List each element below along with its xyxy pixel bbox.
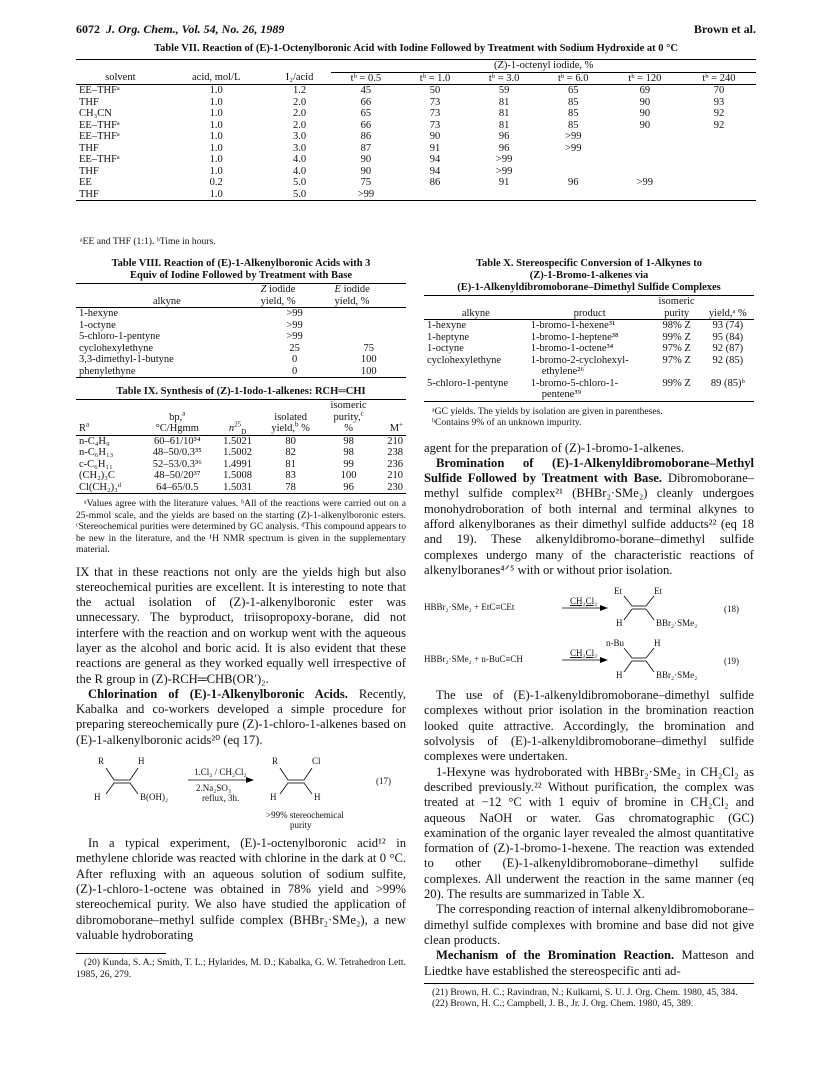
table7-cell: >99 bbox=[495, 165, 513, 177]
table7-cell bbox=[608, 143, 682, 155]
table9-row bbox=[76, 447, 406, 459]
table7-cell bbox=[608, 131, 682, 143]
table7-cell: 45 bbox=[360, 85, 372, 96]
table7-cell: EE–THFᵃ bbox=[79, 131, 120, 142]
chlorination-heading: Chlorination of (E)-1-Alkenylboronic Acids. bbox=[88, 686, 348, 701]
table7-cell: 1.0 bbox=[209, 85, 223, 96]
table7-cell: 91 bbox=[429, 142, 441, 154]
table10-cell: 1-bromo-2-cyclohexyl- bbox=[530, 354, 629, 366]
table7-col-header: tᵇ = 3.0 bbox=[488, 72, 520, 84]
table7-cell: 73 bbox=[429, 96, 441, 108]
table8-cell: 3,3-dimethyl-1-butyne bbox=[79, 354, 174, 365]
table7-cell: 4.0 bbox=[293, 165, 307, 177]
table7-cell bbox=[539, 154, 608, 166]
table10-cell: pentene³⁹ bbox=[541, 389, 582, 400]
table7-cell: 3.0 bbox=[293, 131, 307, 142]
table9-cell: c-C₆H₁₁ bbox=[79, 458, 113, 470]
table10-cell: 5-chloro-1-pentyne bbox=[427, 377, 509, 389]
table7-cell: THF bbox=[79, 96, 99, 108]
table7-cell: 87 bbox=[360, 142, 372, 154]
table9-body bbox=[76, 435, 406, 493]
table7-cell bbox=[539, 166, 608, 178]
table9-cell: 82 bbox=[285, 447, 296, 458]
table8-cell: 25 bbox=[289, 342, 300, 354]
table10-cell: 99% Z bbox=[662, 377, 691, 389]
table8-row bbox=[76, 343, 406, 355]
table7-cell: 5.0 bbox=[293, 188, 307, 200]
table7-row bbox=[76, 131, 756, 143]
table7-cell: 0.2 bbox=[209, 177, 223, 188]
table7-cell bbox=[682, 154, 756, 166]
table7-cell: 81 bbox=[498, 108, 510, 119]
bromination-heading: Bromination of (E)-1-Alkenyldibromoborane–Methyl Sulfide Followed by Treatment with Base. bbox=[424, 455, 754, 486]
table7-cell: 1.0 bbox=[209, 131, 223, 142]
table8-cell: 75 bbox=[363, 342, 375, 354]
table9-cell: 1.5021 bbox=[223, 435, 252, 447]
table10-cell: 99% Z bbox=[662, 331, 691, 343]
table9-cell: 48–50/0.3³⁵ bbox=[152, 447, 202, 458]
ref-20: (20) Kunda, S. A.; Smith, T. L.; Hylarides, M. D.; Kabalka, G. W. Tetrahedron Lett. 1985, 26, 279. bbox=[76, 957, 406, 980]
table10-row bbox=[424, 332, 754, 344]
table7-cell: 91 bbox=[498, 177, 510, 188]
table10-cell bbox=[702, 389, 754, 401]
table10-cell: 1-heptyne bbox=[427, 331, 469, 343]
table7-row bbox=[76, 85, 756, 97]
table8-cell bbox=[332, 331, 406, 343]
table10-cell: 1-hexyne bbox=[427, 320, 467, 331]
table9-cell: 81 bbox=[285, 458, 296, 470]
eq17-number: (17) bbox=[376, 776, 391, 787]
table9-row bbox=[76, 470, 406, 482]
table9-cell: 52–53/0.3³⁶ bbox=[152, 458, 202, 470]
table7-cell: 1.0 bbox=[209, 165, 223, 177]
table8-cell bbox=[332, 308, 406, 320]
table7-cell bbox=[682, 189, 756, 201]
table10-cell: 93 (74) bbox=[712, 320, 744, 331]
ref-21: (21) Brown, H. C.; Ravindran, N.; Kulkarni, S. U. J. Org. Chem. 1980, 45, 384. bbox=[432, 986, 738, 998]
table7-row bbox=[76, 108, 756, 120]
table7-cell: THF bbox=[79, 188, 99, 200]
table7-cell: EE–THFᵃ bbox=[79, 154, 120, 165]
table10-cell: 95 (84) bbox=[712, 331, 744, 343]
table7-cell: 70 bbox=[713, 85, 725, 96]
table7-cell: >99 bbox=[357, 188, 375, 200]
equation-17: R H H B(OH)₂ 1.Cl₂ / CH₂Cl₂ 2.Na₂SO₃ reflux, 3h. R Cl H H >99% stereochemical purity (17) bbox=[76, 752, 406, 836]
table9-cell: 1.4991 bbox=[223, 458, 252, 470]
table10-cell bbox=[424, 366, 528, 378]
table7-cell: >99 bbox=[565, 131, 582, 142]
table7-cell: 69 bbox=[639, 85, 651, 96]
table9-cell: 1.5002 bbox=[223, 447, 252, 458]
table7-cell: 5.0 bbox=[293, 177, 307, 188]
right-para-6: Mechanism of the Bromination Reaction. Matteson and Liedtke have established the stereospecific anti ad- bbox=[424, 948, 754, 978]
table7-cell: 1.0 bbox=[209, 188, 223, 200]
table7-cell: 1.2 bbox=[293, 85, 307, 96]
table9-footnote: ᵃValues agree with the literature values. ᵇAll of the reactions were carried out on a 25-mmol scale, and the yields are based on the starting (Z)-1-alkenylboronic esters. ᶜStereochemical purities were determined by GC analysis. ᵈThis compound appears to be new in the literature, and the ¹H NMR spectrum is given in the supplementary material. bbox=[76, 498, 406, 555]
equations-18-19: HBBr₂·SMe₂ + EtC≡CEt CH₂Cl₂ Et Et H BBr₂·SMe₂ (18) HBBr₂·SMe₂ + n-BuC≡CH CH₂Cl₂ n-Bu H H BBr₂·SMe₂ (19) bbox=[424, 584, 754, 688]
table10-cell: 1-bromo-1-heptene³⁸ bbox=[530, 331, 619, 343]
table8: Z iodide E iodide alkyne yield, % yield, % 1-hexyne >99 1-octyne >99 5-chloro-1-pentyne >99 cyclohexylethyne 25 75 3,3-dimethyl-1-butyne 0 100 phenylethyne 0 100 bbox=[76, 283, 406, 377]
table9-cell: 210 bbox=[387, 470, 403, 481]
table7-cell: 2.0 bbox=[293, 119, 307, 131]
table8-body bbox=[76, 308, 406, 378]
table7-cell: 96 bbox=[498, 142, 510, 154]
table7-cell: 4.0 bbox=[293, 154, 307, 165]
table10-row bbox=[424, 389, 754, 401]
table7-cell: 75 bbox=[360, 177, 372, 188]
table10-footnote-b: ᵇContains 9% of an unknown impurity. bbox=[432, 417, 582, 428]
left-para-1: IX that in these reactions not only are the yields high but also stereochemical purities are excellent. It is interesting to note that the actual isolation of (Z)-1-alkenylboronic ester was unnecessary. The byproduct, triisopropoxy-borane, did not interfere with the reaction and on workup went with the aqueous layer as the alcohol and boric acid. It is also evident that these reactions are general as they worked equally well irrespective of the R group in (Z)-RCH═CHB(OR′)₂. bbox=[76, 564, 406, 686]
table8-cell: cyclohexylethyne bbox=[79, 342, 154, 354]
table9-cell: 1.5031 bbox=[223, 481, 252, 493]
table7-cell: 2.0 bbox=[293, 108, 307, 119]
table8-row bbox=[76, 331, 406, 343]
table7-cell: 1.0 bbox=[209, 119, 223, 131]
table10-row bbox=[424, 320, 754, 332]
table10-cell: 89 (85)ᵇ bbox=[710, 377, 745, 389]
table7-cell: >99 bbox=[495, 154, 513, 165]
table7-cell: >99 bbox=[565, 142, 582, 154]
table7-cell: EE–THFᵃ bbox=[79, 119, 120, 131]
table9-cell: 98 bbox=[343, 435, 354, 447]
table7-cell: 1.0 bbox=[209, 154, 223, 165]
table7-cell: 85 bbox=[567, 96, 579, 108]
table7-row bbox=[76, 120, 756, 132]
table10-cell: ethylene²⁶ bbox=[541, 366, 585, 377]
table7-cell: 90 bbox=[639, 96, 651, 108]
table10-cell bbox=[652, 389, 702, 401]
table7-cell: 85 bbox=[567, 108, 579, 119]
table7-cell: 90 bbox=[360, 154, 372, 165]
table7-cell bbox=[682, 131, 756, 143]
table10-cell: 97% Z bbox=[662, 343, 691, 354]
table7-row bbox=[76, 97, 756, 109]
table9-cell: 60–61/10³⁴ bbox=[154, 435, 201, 447]
header-journal: 6072 J. Org. Chem., Vol. 54, No. 26, 1989 bbox=[76, 22, 285, 36]
table8-cell: 1-hexyne bbox=[79, 308, 119, 319]
table7-col-header: I₂/acid bbox=[285, 72, 314, 84]
table10-cell: 1-bromo-1-hexene³¹ bbox=[530, 320, 616, 331]
table7-caption: Table VII. Reaction of (E)-1-Octenylboronic Acid with Iodine Followed by Treatment with Sodium Hydroxide at 0 °C bbox=[154, 43, 678, 54]
table10-cell: 1-bromo-5-chloro-1- bbox=[530, 377, 619, 389]
table8-caption: Table VIII. Reaction of (E)-1-Alkenylboronic Acids with 3 Equiv of Iodine Followed by Treatment with Base bbox=[111, 258, 371, 281]
table10-row bbox=[424, 355, 754, 367]
eq18-number: (18) bbox=[724, 604, 739, 615]
table8-col-alkyne: alkyne bbox=[152, 295, 181, 307]
table7-row bbox=[76, 143, 756, 155]
table8-cell: 0 bbox=[291, 365, 298, 377]
table10-cell: cyclohexylethyne bbox=[427, 354, 502, 366]
table7-cell: 81 bbox=[498, 96, 510, 108]
table9-cell: 230 bbox=[387, 481, 403, 493]
table7-row bbox=[76, 189, 756, 201]
table7-row bbox=[76, 154, 756, 166]
left-column bbox=[76, 258, 406, 980]
table7-cell: EE bbox=[79, 177, 92, 188]
left-para-3: In a typical experiment, (E)-1-octenylboronic acid¹² in methylene chloride was reacted with chlorine in the dark at 0 °C. After refluxing with an aqueous solution of sodium sulfite, (Z)-1-chloro-1-octene was obtained in 78% yield and >99% stereochemical purity. We also have studied the application of dibromoborane–methyl sulfide complex (BHBr₂·SMe₂), a new valuable hydroborating bbox=[76, 836, 406, 942]
table7-cell: 93 bbox=[713, 96, 725, 108]
table9-row bbox=[76, 459, 406, 471]
table8-cell: 100 bbox=[360, 365, 377, 377]
table8-row bbox=[76, 320, 406, 332]
table7-cell: 2.0 bbox=[293, 96, 307, 108]
table10-cell bbox=[424, 389, 528, 401]
table7-cell bbox=[608, 189, 682, 201]
table7-col-header: solvent bbox=[105, 72, 136, 84]
table7-cell: 90 bbox=[639, 108, 651, 119]
table7-cell bbox=[682, 166, 756, 178]
right-para-1: agent for the preparation of (Z)-1-bromo-1-alkenes. bbox=[424, 440, 685, 455]
table10-cell: 1-octyne bbox=[427, 343, 464, 354]
table8-row bbox=[76, 354, 406, 366]
table7-cell: >99 bbox=[636, 177, 654, 188]
table9-cell: 99 bbox=[343, 458, 354, 470]
table9-cell: 100 bbox=[340, 470, 357, 481]
table9: isomeric bp,$^a$ isolated purity,$^c$ $R^a$ °C/Hgmm $n^{25}_D$ yield,$^b$ % % M+ n-C₄H₉ 60–61/10³⁴ 1.5021 80 98 210 n-C₆H₁₃ 48–50/0.3³⁵ 1.5002 82 98 238 c-C₆H₁₁ 52–53/0.3³⁶ 1.4991 81 99 236 (CH₂)₃C 48–50/20³⁷ 1.5008 83 100 210 Cl(CH₂)₃ᵈ 64–65/0.5 1.5031 78 96 230 bbox=[76, 399, 406, 493]
table7-cell: 94 bbox=[429, 154, 441, 165]
table9-cell: n-C₄H₉ bbox=[79, 435, 110, 447]
table7-cell: 66 bbox=[360, 119, 372, 131]
table7-row bbox=[76, 177, 756, 189]
table10-cell: 92 (87) bbox=[712, 343, 744, 354]
table9-cell: (CH₂)₃C bbox=[79, 470, 115, 481]
table10-cell bbox=[702, 366, 754, 378]
table7-cell: CH₃CN bbox=[79, 108, 112, 119]
table10-footnote-a: ᵃGC yields. The yields by isolation are given in parentheses. bbox=[432, 405, 663, 417]
table9-caption: Table IX. Synthesis of (Z)-1-Iodo-1-alkenes: RCH═CHI bbox=[116, 386, 366, 397]
table9-row bbox=[76, 435, 406, 447]
table10-cell: 1-bromo-1-octene³⁴ bbox=[530, 343, 614, 354]
table8-cell: 5-chloro-1-pentyne bbox=[79, 331, 161, 342]
table9-row bbox=[76, 482, 406, 494]
table7-cell: 92 bbox=[713, 119, 725, 131]
table10-cell bbox=[652, 366, 702, 378]
table7-cell: 1.0 bbox=[209, 96, 223, 108]
table7-cell bbox=[400, 189, 469, 201]
table7-cell: THF bbox=[79, 165, 99, 177]
table7 bbox=[76, 59, 756, 201]
table7-cell: 86 bbox=[360, 131, 372, 142]
table8-cell: phenylethyne bbox=[79, 365, 136, 377]
table10-cell: 97% Z bbox=[662, 354, 691, 366]
table7-col-header: tᵇ = 1.0 bbox=[419, 72, 451, 84]
table7-cell bbox=[539, 189, 608, 201]
table7-cell: 3.0 bbox=[293, 142, 307, 154]
table10-caption: Table X. Stereospecific Conversion of 1-Alkynes to (Z)-1-Bromo-1-alkenes via (E)-1-Alkenyldibromoborane–Dimethyl Sulfide Complexes bbox=[457, 258, 721, 293]
table9-cell: n-C₆H₁₃ bbox=[79, 447, 114, 458]
table10-row bbox=[424, 378, 754, 390]
eq19-number: (19) bbox=[724, 656, 739, 667]
table7-cell: 96 bbox=[498, 131, 510, 142]
table7-cell: 96 bbox=[567, 177, 579, 188]
table7-cell: 65 bbox=[567, 85, 579, 96]
table7-cell: 50 bbox=[429, 85, 441, 96]
right-para-3: The use of (E)-1-alkenyldibromoborane–dimethyl sulfide complexes without prior isolation in the bromination reaction looked quite attractive. Accordingly, the bromination and solvolysis of (E)-1-alkenyldibromoborane–dimethyl sulfide complexes were undertaken. bbox=[424, 688, 754, 764]
table9-cell: 78 bbox=[285, 481, 296, 493]
table7-cell bbox=[470, 189, 539, 201]
running-header bbox=[76, 22, 756, 38]
table7-cell: 59 bbox=[498, 85, 510, 96]
table9-cell: 236 bbox=[387, 458, 403, 470]
table8-cell: 1-octyne bbox=[79, 319, 116, 331]
table7-cell: 90 bbox=[429, 131, 441, 142]
table8-cell: >99 bbox=[286, 308, 303, 319]
table9-cell: 210 bbox=[387, 435, 403, 447]
table7-row bbox=[76, 166, 756, 178]
table9-cell: 96 bbox=[343, 481, 354, 493]
right-column bbox=[424, 258, 754, 1010]
table9-cell: 80 bbox=[285, 435, 296, 447]
table7-cell bbox=[608, 154, 682, 166]
ref-22: (22) Brown, H. C.; Campbell, J. B., Jr. J. Org. Chem. 1980, 45, 389. bbox=[432, 998, 694, 1010]
table9-cell: 1.5008 bbox=[223, 470, 252, 481]
table9-cell: 64–65/0.5 bbox=[156, 481, 199, 493]
table7-col-header: tᵇ = 240 bbox=[702, 72, 736, 84]
header-authors: Brown et al. bbox=[693, 22, 756, 36]
table10: isomeric alkyne product purity yield,ᵃ % 1-hexyne 1-bromo-1-hexene³¹ 98% Z 93 (74) 1-heptyne 1-bromo-1-heptene³⁸ 99% Z 95 (84) 1-octyne 1-bromo-1-octene³⁴ 97% Z 92 (87) cyclohexylethyne 1-bromo-2-cyclohexyl- 97% Z 92 (85) ethylene²⁶ 5-chloro-1-pentyne 1-bromo-5-chloro-1- 99% Z 89 (85)ᵇ pentene³⁹ bbox=[424, 295, 754, 401]
table8-row bbox=[76, 308, 406, 320]
table10-cell: 92 (85) bbox=[712, 354, 744, 366]
table10-body bbox=[424, 320, 754, 401]
table7-cell: 86 bbox=[429, 177, 441, 188]
table8-cell: 100 bbox=[360, 354, 377, 365]
table7-cell: 81 bbox=[498, 119, 510, 131]
table9-cell: 48–50/20³⁷ bbox=[154, 470, 201, 481]
table7-cell: EE–THFᵃ bbox=[79, 85, 120, 96]
table9-cell: 238 bbox=[387, 447, 403, 458]
table7-cell: 1.0 bbox=[209, 142, 223, 154]
table8-cell bbox=[332, 320, 406, 332]
table10-cell: 98% Z bbox=[662, 320, 691, 331]
table7-body bbox=[76, 85, 756, 201]
table7-cell: 90 bbox=[360, 165, 372, 177]
table7-cell: THF bbox=[79, 142, 99, 154]
table7-footnote: ᵃEE and THF (1:1). ᵇTime in hours. bbox=[80, 236, 216, 247]
table8-cell: >99 bbox=[286, 319, 303, 331]
table8-cell: 0 bbox=[291, 354, 298, 365]
eq17-structure-svg bbox=[76, 752, 406, 836]
table7-group-header: (Z)-1-octenyl iodide, % bbox=[331, 60, 756, 73]
table9-cell: Cl(CH₂)₃ᵈ bbox=[79, 481, 122, 493]
table10-row bbox=[424, 366, 754, 378]
right-para-2: Bromination of (E)-1-Alkenyldibromoborane–Methyl Sulfide Followed by Treatment with Base. Dibromoborane–methyl sulfide complex²¹ (BHBr₂·SMe₂) cleanly undergoes monohydroboration of both internal and terminal alkynes to afford alkenylboranes as their dimethyl sulfide adducts²² (eq 18 and 19). These alkenyldibromo-borane–dimethyl sulfide complexes undergo many of the characteristic reactions of alkenylboranes⁴ᐟ⁵ with or without prior isolation. bbox=[424, 455, 754, 577]
table7-col-header: tᵇ = 0.5 bbox=[350, 72, 382, 84]
table7-col-header: acid, mol/L bbox=[192, 72, 241, 84]
table7-cell: 90 bbox=[639, 119, 651, 131]
table8-row bbox=[76, 366, 406, 378]
mechanism-heading: Mechanism of the Bromination Reaction. bbox=[436, 948, 675, 963]
table7-cell: 1.0 bbox=[209, 108, 223, 119]
table7-cell: 94 bbox=[429, 165, 441, 177]
table10-row bbox=[424, 343, 754, 355]
table7-cell: 73 bbox=[429, 119, 441, 131]
table7-cell bbox=[608, 166, 682, 178]
table7-header-row bbox=[76, 72, 756, 85]
table7-cell: 65 bbox=[360, 108, 372, 119]
table7-cell: 92 bbox=[713, 108, 725, 119]
table8-cell: >99 bbox=[286, 331, 303, 342]
table7-cell: 66 bbox=[360, 96, 372, 108]
table9-cell: 98 bbox=[343, 447, 354, 458]
right-para-5: The corresponding reaction of internal alkenyldibromoborane–dimethyl sulfide complexes with bromine and base did not give clean products. bbox=[424, 902, 754, 947]
table7-col-header: tᵇ = 6.0 bbox=[558, 72, 589, 84]
right-para-4: 1-Hexyne was hydroborated with HBBr₂·SMe₂ in CH₂Cl₂ as described previously.²² Without purification, the complex was treated at −12 °C with 1 equiv of bromine in CH₂Cl₂ and aqueous NaOH or water. Gas chromatographic (GC) examination of the organic layer revealed the almost quantitative formation of (Z)-1-bromo-1-hexene. The reaction was extended to other (E)-1-alkenyldibromoborane–dimethyl sulfide complexes. All underwent the reaction in the same manner (eq 20). The results are summarized in Table X. bbox=[424, 764, 754, 902]
table7-col-header: tᵇ = 120 bbox=[628, 72, 662, 84]
left-para-2: Chlorination of (E)-1-Alkenylboronic Acids. Recently, Kabalka and co-workers developed a simple procedure for preparing stereochemically pure (Z)-1-chloro-1-alkenes based on (E)-1-alkenylboronic acids²⁰ (eq 17). bbox=[76, 686, 406, 747]
table9-cell: 83 bbox=[285, 470, 296, 481]
table7-cell: 73 bbox=[429, 108, 441, 119]
table7-cell: 85 bbox=[567, 119, 579, 131]
table7-cell bbox=[682, 177, 756, 189]
table7-cell bbox=[682, 143, 756, 155]
